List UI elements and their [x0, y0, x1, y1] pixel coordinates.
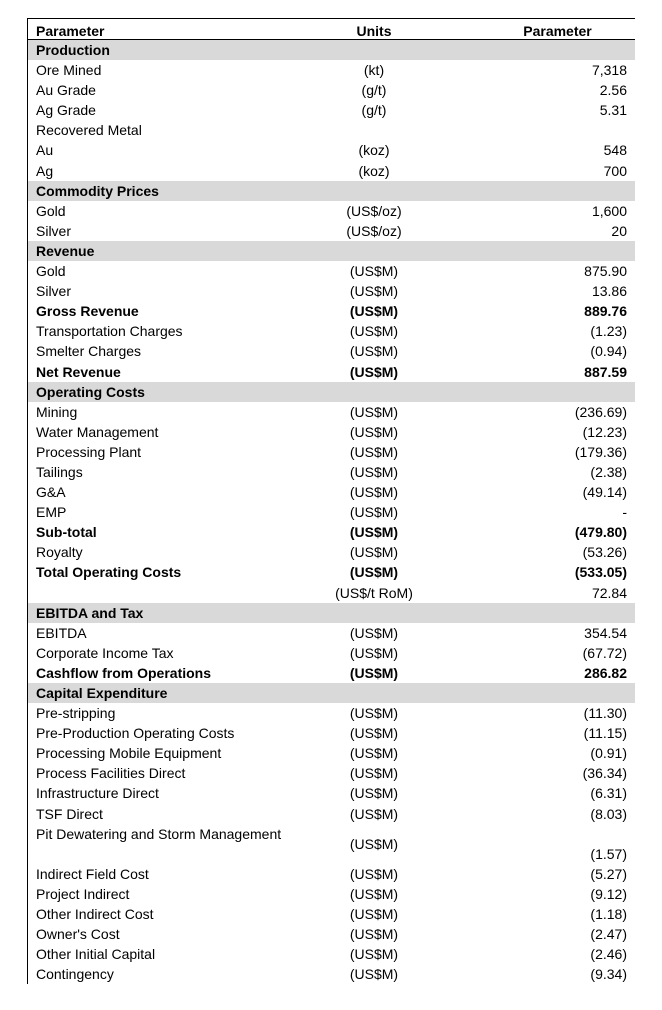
- table-row: [28, 964, 635, 984]
- row-value: (0.91): [590, 745, 627, 762]
- row-units: (US$M): [349, 785, 399, 802]
- header-value: Parameter: [523, 23, 592, 39]
- row-label: Other Indirect Cost: [36, 906, 154, 923]
- row-label: EMP: [36, 504, 67, 521]
- row-value: (179.36): [574, 443, 627, 460]
- row-label: Processing Mobile Equipment: [36, 745, 222, 762]
- table-row: [28, 804, 635, 824]
- row-units: (US$M): [349, 343, 399, 360]
- row-units: (g/t): [361, 82, 387, 99]
- row-value: (49.14): [582, 484, 627, 501]
- row-value: [420, 181, 635, 201]
- row-label: Process Facilities Direct: [36, 765, 186, 782]
- row-label: Cashflow from Operations: [36, 664, 212, 681]
- row-value: 887.59: [584, 363, 627, 380]
- row-label: Sub-total: [36, 524, 97, 541]
- table-row: [28, 703, 635, 723]
- row-label: Recovered Metal: [36, 122, 142, 139]
- row-units: (US$M): [349, 805, 399, 822]
- header-units: Units: [356, 23, 392, 39]
- row-units: (US$M): [349, 463, 399, 480]
- row-units: (koz): [358, 142, 390, 159]
- row-value: (11.30): [583, 705, 627, 722]
- table-row: [28, 362, 635, 382]
- table-row: [28, 904, 635, 924]
- table-row: [28, 763, 635, 783]
- row-label: Indirect Field Cost: [36, 865, 149, 882]
- table-body: [28, 40, 635, 984]
- row-units: (US$M): [349, 644, 399, 661]
- row-label: Owner's Cost: [36, 926, 120, 943]
- row-label: TSF Direct: [36, 805, 103, 822]
- row-label: Mining: [36, 403, 78, 420]
- section-header-row: [28, 181, 635, 201]
- row-value: 875.90: [584, 263, 627, 280]
- row-value: 13.86: [591, 283, 627, 300]
- table-row: [28, 462, 635, 482]
- table-row: [28, 100, 635, 120]
- row-label: Ag: [36, 162, 54, 179]
- row-label: Contingency: [36, 966, 114, 983]
- row-units: (US$M): [349, 303, 399, 320]
- table-row: [28, 944, 635, 964]
- row-label: Pre-stripping: [36, 705, 116, 722]
- row-units: [328, 683, 420, 703]
- table-row: [28, 281, 635, 301]
- row-value: [420, 382, 635, 402]
- row-label: Other Initial Capital: [36, 946, 156, 963]
- row-units: [328, 40, 420, 60]
- row-value: 5.31: [599, 102, 627, 119]
- table-row: [28, 301, 635, 321]
- row-label: Royalty: [36, 544, 83, 561]
- table-row: [28, 120, 635, 140]
- row-label: Ag Grade: [36, 102, 96, 119]
- row-value: (6.31): [590, 785, 627, 802]
- table-row: [28, 743, 635, 763]
- row-label: [28, 583, 328, 603]
- row-value: [420, 241, 635, 261]
- row-value: (1.23): [590, 323, 627, 340]
- table-row: [28, 723, 635, 743]
- row-units: (US$M): [349, 484, 399, 501]
- row-units: (US$M): [349, 403, 399, 420]
- row-label: Silver: [36, 222, 72, 239]
- row-units: (koz): [358, 162, 390, 179]
- table-row: [28, 442, 635, 462]
- row-value: (5.27): [590, 865, 627, 882]
- row-units: (US$M): [349, 624, 399, 641]
- section-header-row: [28, 683, 635, 703]
- row-value: (1.18): [590, 906, 627, 923]
- section-header-row: [28, 40, 635, 60]
- row-value: (236.69): [574, 403, 627, 420]
- row-label: Total Operating Costs: [36, 564, 182, 581]
- row-units: (US$M): [349, 544, 399, 561]
- row-label: Gross Revenue: [36, 303, 139, 320]
- row-label: Gold: [36, 263, 66, 280]
- row-units: (US$M): [349, 835, 399, 852]
- row-value: [420, 603, 635, 623]
- row-units: (US$M): [349, 705, 399, 722]
- table-row: [28, 201, 635, 221]
- row-value: [420, 40, 635, 60]
- row-value: (11.15): [583, 725, 627, 742]
- row-units: [328, 181, 420, 201]
- row-value: 2.56: [599, 82, 627, 99]
- row-label: Production: [36, 42, 110, 58]
- row-value: 889.76: [584, 303, 627, 320]
- row-value: 548: [603, 142, 627, 159]
- row-value: 286.82: [584, 664, 627, 681]
- row-value: (9.12): [590, 885, 627, 902]
- row-units: (kt): [363, 62, 385, 79]
- row-units: (US$M): [349, 966, 399, 983]
- row-value: (12.23): [582, 423, 627, 440]
- table-row: [28, 60, 635, 80]
- row-value: (36.34): [582, 765, 627, 782]
- table-row: [28, 341, 635, 361]
- row-label: G&A: [36, 484, 66, 501]
- table-row: [28, 261, 635, 281]
- row-value: [420, 683, 635, 703]
- table-row: [28, 321, 635, 341]
- table-row: [28, 562, 635, 582]
- table-row: [28, 623, 635, 643]
- row-label: Pit Dewatering and Storm Management: [36, 825, 282, 842]
- row-units: (US$/t RoM): [335, 584, 413, 601]
- row-units: (US$/oz): [346, 202, 402, 219]
- row-label: Net Revenue: [36, 363, 121, 380]
- row-units: [328, 120, 420, 140]
- row-value: (67.72): [582, 644, 627, 661]
- section-header-row: [28, 241, 635, 261]
- table-row: [28, 864, 635, 884]
- row-value: [420, 120, 635, 140]
- row-value: (8.03): [590, 805, 627, 822]
- row-value: 20: [611, 222, 627, 239]
- row-units: [328, 241, 420, 261]
- table-row: [28, 482, 635, 502]
- row-units: (US$M): [349, 423, 399, 440]
- row-value: -: [622, 504, 627, 521]
- row-units: (US$M): [349, 664, 399, 681]
- row-value: (533.05): [574, 564, 627, 581]
- row-units: (US$M): [349, 946, 399, 963]
- row-value: (2.47): [590, 926, 627, 943]
- row-units: (US$M): [349, 524, 399, 541]
- row-units: (US$M): [349, 745, 399, 762]
- row-label: Pre-Production Operating Costs: [36, 725, 235, 742]
- table-row: [28, 221, 635, 241]
- row-label: Water Management: [36, 423, 159, 440]
- row-label: Au Grade: [36, 82, 96, 99]
- table-row: [28, 583, 635, 603]
- row-label: Operating Costs: [36, 383, 145, 400]
- row-units: [328, 382, 420, 402]
- section-header-row: [28, 603, 635, 623]
- row-value: 7,318: [591, 62, 627, 79]
- row-units: (US$M): [349, 443, 399, 460]
- row-units: (US$M): [349, 926, 399, 943]
- table-row: [28, 824, 635, 864]
- row-label: Silver: [36, 283, 72, 300]
- row-units: (US$M): [349, 564, 399, 581]
- row-label: Project Indirect: [36, 885, 130, 902]
- row-label: EBITDA and Tax: [36, 604, 144, 621]
- table-row: [28, 924, 635, 944]
- row-units: (US$M): [349, 283, 399, 300]
- row-label: Smelter Charges: [36, 343, 142, 360]
- row-units: (US$M): [349, 263, 399, 280]
- row-value: 72.84: [591, 584, 627, 601]
- table-row: [28, 643, 635, 663]
- row-units: (US$M): [349, 725, 399, 742]
- row-units: (US$M): [349, 363, 399, 380]
- row-label: Transportation Charges: [36, 323, 183, 340]
- row-label: Processing Plant: [36, 443, 142, 460]
- row-label: Revenue: [36, 242, 95, 259]
- row-label: Tailings: [36, 463, 83, 480]
- row-label: Infrastructure Direct: [36, 785, 159, 802]
- row-units: (US$/oz): [346, 222, 402, 239]
- table-row: [28, 161, 635, 181]
- row-label: Commodity Prices: [36, 182, 159, 199]
- row-label: EBITDA: [36, 624, 87, 641]
- row-label: Au: [36, 142, 54, 159]
- row-value: 1,600: [591, 202, 627, 219]
- table-row: [28, 140, 635, 160]
- row-units: (US$M): [349, 504, 399, 521]
- row-value: 354.54: [584, 624, 627, 641]
- section-header-row: [28, 382, 635, 402]
- row-value: 700: [603, 162, 627, 179]
- row-label: Gold: [36, 202, 66, 219]
- row-units: (US$M): [349, 765, 399, 782]
- row-value: (9.34): [590, 966, 627, 983]
- table-row: [28, 80, 635, 100]
- parameter-table: [27, 18, 635, 984]
- table-row: [28, 522, 635, 542]
- row-label: Ore Mined: [36, 62, 102, 79]
- row-value: (0.94): [590, 343, 627, 360]
- row-label: Capital Expenditure: [36, 685, 168, 701]
- table-row: [28, 884, 635, 904]
- table-row: [28, 663, 635, 683]
- row-value: (2.38): [590, 463, 627, 480]
- row-units: (g/t): [361, 102, 387, 119]
- row-units: (US$M): [349, 865, 399, 882]
- table-row: [28, 502, 635, 522]
- row-value: (2.46): [590, 946, 627, 963]
- row-value: (479.80): [574, 524, 627, 541]
- row-label: Corporate Income Tax: [36, 644, 174, 661]
- table-row: [28, 783, 635, 803]
- row-units: (US$M): [349, 906, 399, 923]
- table-header: [28, 18, 635, 40]
- table-row: [28, 422, 635, 442]
- row-units: (US$M): [349, 323, 399, 340]
- row-units: (US$M): [349, 885, 399, 902]
- table-row: [28, 542, 635, 562]
- row-units: [328, 603, 420, 623]
- table-row: [28, 402, 635, 422]
- row-value: (53.26): [582, 544, 627, 561]
- header-parameter: Parameter: [36, 23, 105, 39]
- row-value: (1.57): [590, 845, 627, 862]
